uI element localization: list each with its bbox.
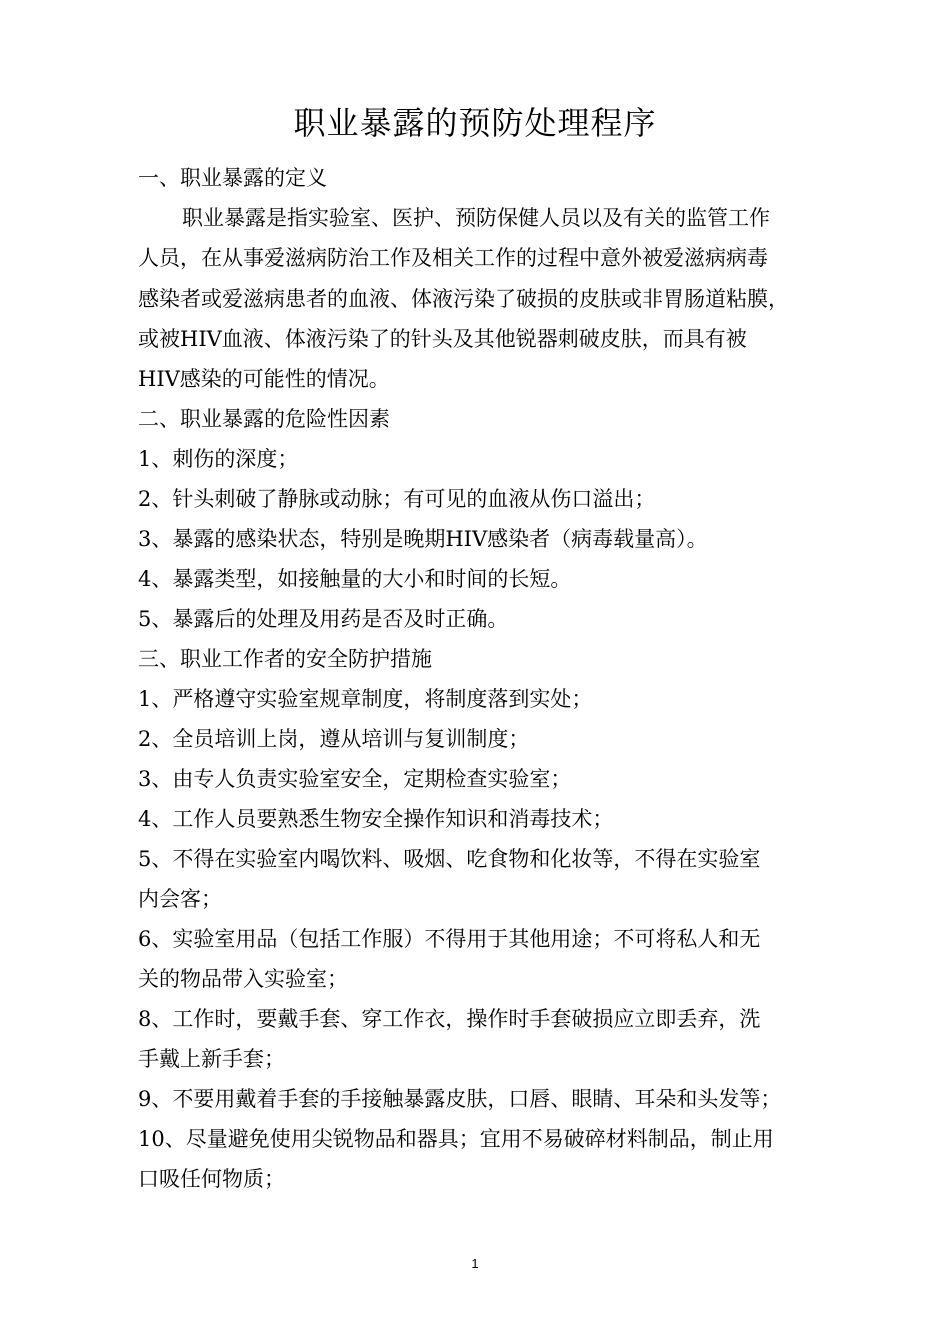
section-heading-1: 一、职业暴露的定义: [138, 166, 327, 190]
paragraph-line: HIV感染的可能性的情况。: [138, 367, 390, 391]
list-item: 8、工作时，要戴手套、穿工作衣，操作时手套破损应立即丢弃，洗: [138, 1007, 761, 1031]
list-item-continuation: 口吸任何物质；: [138, 1167, 285, 1191]
list-item-continuation: 手戴上新手套；: [138, 1047, 285, 1071]
list-item: 3、暴露的感染状态，特别是晚期HIV感染者（病毒载量高）。: [138, 527, 708, 551]
list-item: 1、严格遵守实验室规章制度，将制度落到实处；: [138, 687, 593, 711]
document-title: 职业暴露的预防处理程序: [293, 104, 657, 142]
page-number: 1: [471, 1256, 479, 1271]
list-item: 3、由专人负责实验室安全，定期检查实验室；: [138, 767, 572, 791]
list-item: 5、不得在实验室内喝饮料、吸烟、吃食物和化妆等，不得在实验室: [138, 847, 761, 871]
list-item: 10、尽量避免使用尖锐物品和器具；宜用不易破碎材料制品，制止用: [138, 1127, 774, 1151]
list-item-continuation: 内会客；: [138, 887, 222, 911]
paragraph-line: 人员，在从事爱滋病防治工作及相关工作的过程中意外被爱滋病病毒: [138, 246, 768, 270]
list-item: 6、实验室用品（包括工作服）不得用于其他用途；不可将私人和无: [138, 927, 761, 951]
list-item: 4、暴露类型，如接触量的大小和时间的长短。: [138, 567, 572, 591]
list-item-continuation: 关的物品带入实验室；: [138, 967, 348, 991]
list-item: 2、针头刺破了静脉或动脉；有可见的血液从伤口溢出；: [138, 487, 656, 511]
paragraph-line: 职业暴露是指实验室、医护、预防保健人员以及有关的监管工作: [182, 206, 770, 230]
list-item: 5、暴露后的处理及用药是否及时正确。: [138, 607, 509, 631]
list-item: 4、工作人员要熟悉生物安全操作知识和消毒技术；: [138, 807, 614, 831]
list-item: 2、全员培训上岗，遵从培训与复训制度；: [138, 727, 530, 751]
list-item: 9、不要用戴着手套的手接触暴露皮肤，口唇、眼睛、耳朵和头发等；: [138, 1087, 782, 1111]
section-heading-3: 三、职业工作者的安全防护措施: [138, 647, 432, 671]
paragraph-line: 感染者或爱滋病患者的血液、体液污染了破损的皮肤或非胃肠道粘膜，: [138, 287, 789, 311]
section-heading-2: 二、职业暴露的危险性因素: [138, 407, 390, 431]
paragraph-line: 或被HIV血液、体液污染了的针头及其他锐器刺破皮肤，而具有被: [138, 327, 747, 351]
list-item: 1、刺伤的深度；: [138, 447, 299, 471]
